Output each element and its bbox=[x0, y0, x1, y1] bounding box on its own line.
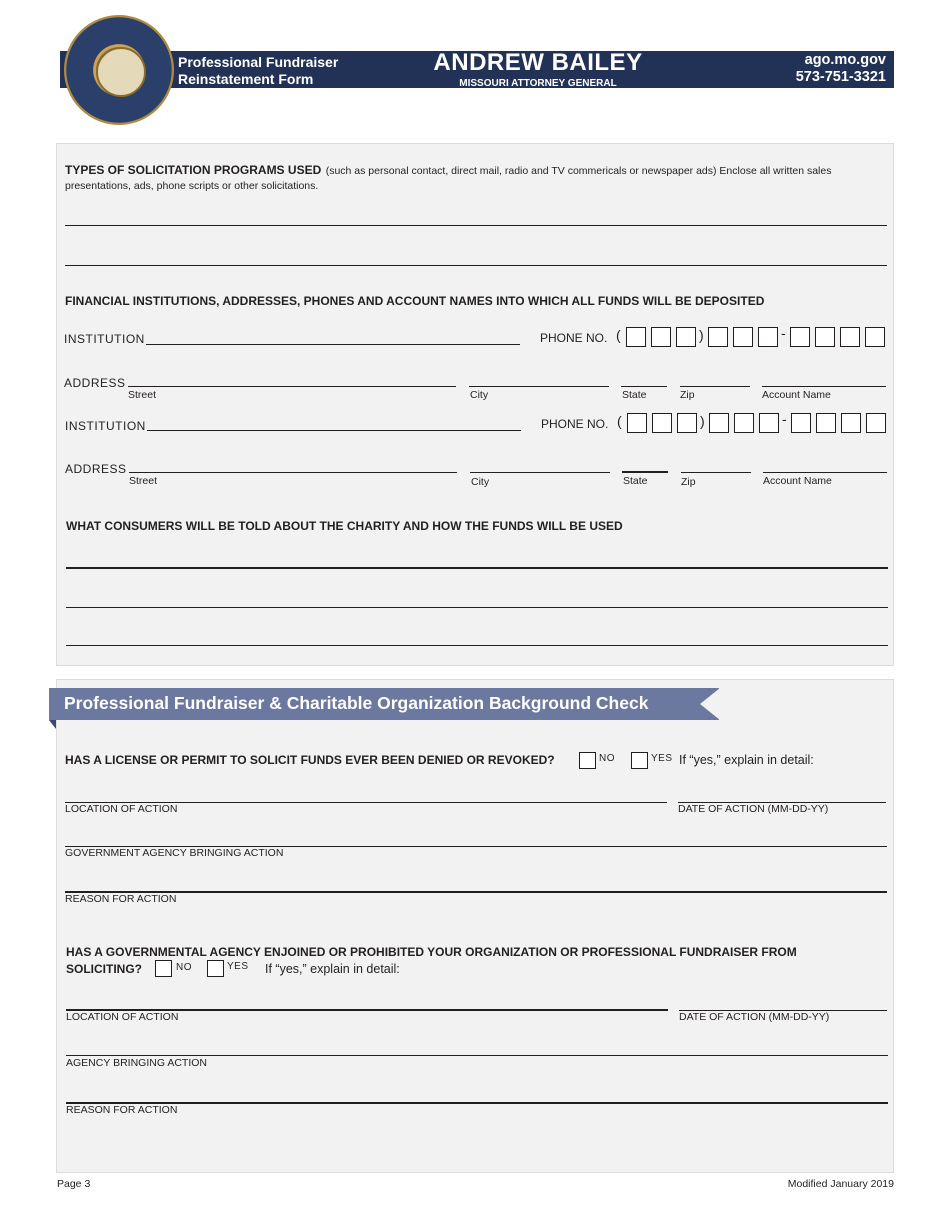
phone-digit-box[interactable] bbox=[708, 327, 728, 347]
state-caption-1: State bbox=[622, 389, 647, 401]
institution-label-2: INSTITUTION bbox=[65, 419, 146, 433]
institution-label-1: INSTITUTION bbox=[64, 332, 145, 346]
solicitation-heading: TYPES OF SOLICITATION PROGRAMS USED bbox=[65, 163, 322, 177]
page-number: Page 3 bbox=[57, 1178, 91, 1190]
q2-explain: If “yes,” explain in detail: bbox=[265, 962, 400, 976]
q1-yes-label: YES bbox=[651, 753, 673, 764]
phone-digit-box[interactable] bbox=[733, 327, 753, 347]
address-label-2: ADDRESS bbox=[65, 462, 127, 476]
city-field-2[interactable] bbox=[470, 472, 610, 473]
consumers-heading: WHAT CONSUMERS WILL BE TOLD ABOUT THE CHARITY AND HOW THE FUNDS WILL BE USED bbox=[66, 519, 623, 533]
q1-yes-checkbox[interactable] bbox=[631, 752, 648, 769]
phone-paren-close-1: ) bbox=[699, 327, 704, 343]
q2-enjoined-line2: SOLICITING? bbox=[66, 962, 142, 976]
phone-digit-box[interactable] bbox=[841, 413, 861, 433]
city-caption-2: City bbox=[471, 476, 490, 488]
q2-yes-checkbox[interactable] bbox=[207, 960, 224, 977]
section-banner-title: Professional Fundraiser & Charitable Organization Background Check bbox=[64, 693, 649, 713]
street-field-2[interactable] bbox=[129, 472, 457, 473]
zip-caption-1: Zip bbox=[680, 389, 695, 401]
modified-date: Modified January 2019 bbox=[787, 1178, 894, 1190]
website: ago.mo.gov bbox=[804, 52, 886, 68]
phone-paren-open-1: ( bbox=[616, 327, 621, 343]
account-name-caption-1: Account Name bbox=[762, 389, 831, 401]
phone-digit-box[interactable] bbox=[866, 413, 886, 433]
banner-notch bbox=[700, 688, 720, 720]
account-name-caption-2: Account Name bbox=[763, 475, 832, 487]
phone-paren-open-2: ( bbox=[617, 413, 622, 429]
phone-digit-box[interactable] bbox=[709, 413, 729, 433]
phone-digit-box[interactable] bbox=[758, 327, 778, 347]
phone-digit-box[interactable] bbox=[816, 413, 836, 433]
solicitation-note-b: presentations, ads, phone scripts or other solicitations. bbox=[65, 180, 319, 192]
street-caption-1: Street bbox=[128, 389, 157, 401]
q1-no-label: NO bbox=[599, 753, 615, 764]
account-name-field-2[interactable] bbox=[763, 472, 887, 473]
banner-fold bbox=[49, 720, 56, 729]
financial-heading: FINANCIAL INSTITUTIONS, ADDRESSES, PHONES AND ACCOUNT NAMES INTO WHICH ALL FUNDS WILL BE DEPOSITED bbox=[65, 294, 765, 308]
state-caption-2: State bbox=[623, 475, 648, 487]
q2-no-checkbox[interactable] bbox=[155, 960, 172, 977]
state-field-2[interactable] bbox=[622, 471, 668, 473]
phone-digit-box[interactable] bbox=[734, 413, 754, 433]
q1-location-caption: LOCATION OF ACTION bbox=[65, 803, 178, 815]
q2-location-caption: LOCATION OF ACTION bbox=[66, 1011, 179, 1023]
phone-paren-close-2: ) bbox=[700, 413, 705, 429]
phone-dash-1: - bbox=[781, 325, 786, 341]
street-field-1[interactable] bbox=[128, 386, 456, 387]
form-title-line2: Reinstatement Form bbox=[178, 71, 314, 87]
form-title bbox=[178, 54, 378, 88]
phone-digit-box[interactable] bbox=[676, 327, 696, 347]
q2-reason-field[interactable] bbox=[66, 1102, 888, 1104]
phone-digit-box[interactable] bbox=[865, 327, 885, 347]
q2-agency-caption: AGENCY BRINGING ACTION bbox=[66, 1057, 207, 1069]
q1-agency-caption: GOVERNMENT AGENCY BRINGING ACTION bbox=[65, 847, 284, 859]
phone-digit-box[interactable] bbox=[677, 413, 697, 433]
q2-agency-field[interactable] bbox=[66, 1055, 888, 1056]
q1-date-caption: DATE OF ACTION (MM-DD-YY) bbox=[678, 803, 829, 815]
zip-caption-2: Zip bbox=[681, 476, 696, 488]
q2-date-caption: DATE OF ACTION (MM-DD-YY) bbox=[679, 1011, 830, 1023]
q2-yes-label: YES bbox=[227, 961, 249, 972]
phone-number: 573-751-3321 bbox=[795, 69, 886, 85]
phone-digit-box[interactable] bbox=[791, 413, 811, 433]
phone-digit-box[interactable] bbox=[815, 327, 835, 347]
phone-digit-box[interactable] bbox=[626, 327, 646, 347]
q1-explain: If “yes,” explain in detail: bbox=[679, 753, 814, 767]
attorney-general-name: ANDREW BAILEY bbox=[433, 49, 643, 76]
phone-digit-box[interactable] bbox=[627, 413, 647, 433]
institution-field-2[interactable] bbox=[147, 430, 521, 431]
form-title-line1: Professional Fundraiser bbox=[178, 54, 339, 70]
phone-dash-2: - bbox=[782, 411, 787, 427]
phone-digit-box[interactable] bbox=[840, 327, 860, 347]
q1-no-checkbox[interactable] bbox=[579, 752, 596, 769]
zip-field-1[interactable] bbox=[680, 386, 750, 387]
phone-digit-box[interactable] bbox=[790, 327, 810, 347]
address-label-1: ADDRESS bbox=[64, 376, 126, 390]
q1-license-denied: HAS A LICENSE OR PERMIT TO SOLICIT FUNDS EVER BEEN DENIED OR REVOKED? bbox=[65, 753, 555, 767]
consumers-line-2[interactable] bbox=[66, 607, 888, 608]
solicitation-line-1[interactable] bbox=[65, 225, 887, 226]
phone-digit-box[interactable] bbox=[759, 413, 779, 433]
missouri-seal-logo bbox=[64, 15, 174, 125]
street-caption-2: Street bbox=[129, 475, 158, 487]
attorney-general-subtitle: MISSOURI ATTORNEY GENERAL bbox=[459, 78, 617, 88]
phone-label-2: PHONE NO. bbox=[541, 417, 609, 431]
consumers-line-3[interactable] bbox=[66, 645, 888, 646]
seal-center-icon bbox=[96, 47, 146, 97]
solicitation-panel bbox=[56, 143, 894, 666]
solicitation-note-a: (such as personal contact, direct mail, radio and TV commericals or newspaper ads) Enclose all written sales bbox=[325, 165, 832, 177]
state-field-1[interactable] bbox=[621, 386, 667, 387]
phone-digit-box[interactable] bbox=[652, 413, 672, 433]
phone-label-1: PHONE NO. bbox=[540, 331, 608, 345]
solicitation-heading-block bbox=[65, 163, 885, 193]
consumers-line-1[interactable] bbox=[66, 567, 888, 569]
account-name-field-1[interactable] bbox=[762, 386, 886, 387]
contact-info bbox=[700, 52, 886, 86]
city-caption-1: City bbox=[470, 389, 489, 401]
phone-digit-box[interactable] bbox=[651, 327, 671, 347]
q2-reason-caption: REASON FOR ACTION bbox=[66, 1104, 178, 1116]
city-field-1[interactable] bbox=[469, 386, 609, 387]
solicitation-line-2[interactable] bbox=[65, 265, 887, 266]
q2-enjoined-line1: HAS A GOVERNMENTAL AGENCY ENJOINED OR PROHIBITED YOUR ORGANIZATION OR PROFESSIONAL FUNDRAISER FROM bbox=[66, 945, 797, 959]
q1-reason-caption: REASON FOR ACTION bbox=[65, 893, 177, 905]
institution-field-1[interactable] bbox=[146, 344, 520, 345]
q1-reason-field[interactable] bbox=[65, 891, 887, 893]
q2-no-label: NO bbox=[176, 962, 192, 973]
zip-field-2[interactable] bbox=[681, 472, 751, 473]
